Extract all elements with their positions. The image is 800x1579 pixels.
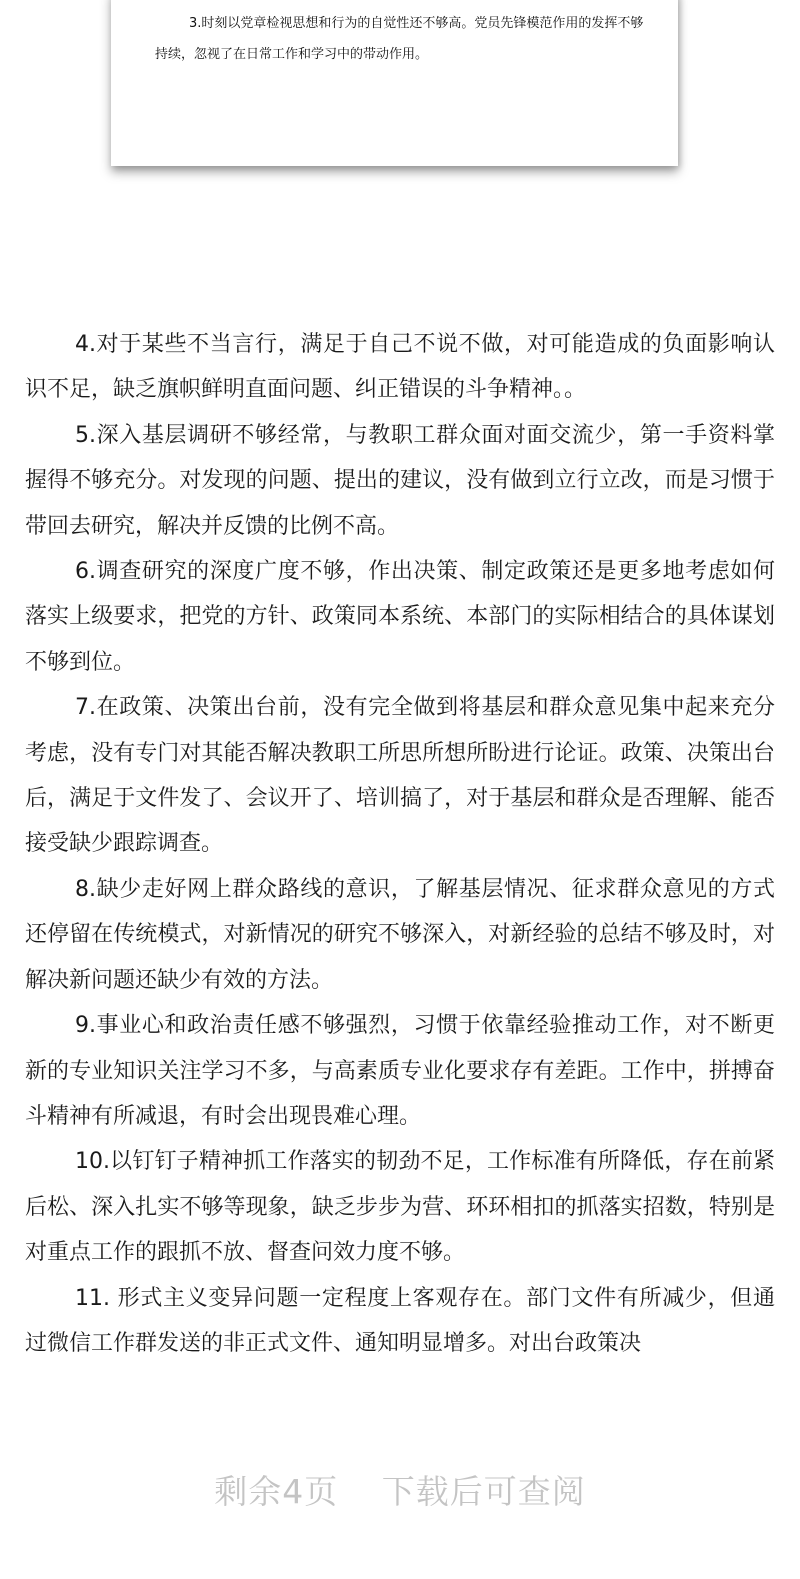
previous-page-preview bbox=[111, 0, 678, 166]
paragraph-9: 9.事业心和政治责任感不够强烈，习惯于依靠经验推动工作，对不断更新的专业知识关注学习不多，与高素质专业化要求存有差距。工作中，拼搏奋斗精神有所减退，有时会出现畏难心理。 bbox=[25, 1013, 775, 1129]
paragraph-4: 4.对于某些不当言行，满足于自己不说不做，对可能造成的负面影响认识不足，缺乏旗帜鲜明直面问题、纠正错误的斗争精神。。 bbox=[25, 332, 775, 403]
paragraph-7: 7.在政策、决策出台前，没有完全做到将基层和群众意见集中起来充分考虑，没有专门对其能否解决教职工所思所想所盼进行论证。政策、决策出台后，满足于文件发了、会议开了、培训搞了，对于基层和群众是否理解、能否接受缺少跟踪调查。 bbox=[25, 695, 775, 857]
paragraph-10: 10.以钉钉子精神抓工作落实的韧劲不足，工作标准有所降低，存在前紧后松、深入扎实不够等现象，缺乏步步为营、环环相扣的抓落实招数，特别是对重点工作的跟抓不放、督查问效力度不够。 bbox=[25, 1149, 775, 1266]
download-prompt[interactable] bbox=[0, 1466, 800, 1513]
paragraph-11: 11. 形式主义变异问题一定程度上客观存在。部门文件有所减少，但通过微信工作群发送的非正式文件、通知明显增多。对出台政策决 bbox=[25, 1285, 775, 1356]
download-hint-label: 下载后可查阅 bbox=[381, 1472, 586, 1511]
remaining-pages-label: 剩余4页 bbox=[214, 1472, 339, 1511]
preview-paragraph: 3.时刻以党章检视思想和行为的自觉性还不够高。党员先锋模范作用的发挥不够持续，忽视了在日常工作和学习中的带动作用。 bbox=[155, 16, 644, 62]
paragraph-8: 8.缺少走好网上群众路线的意识，了解基层情况、征求群众意见的方式还停留在传统模式，对新情况的研究不够深入，对新经验的总结不够及时，对解决新问题还缺少有效的方法。 bbox=[25, 876, 775, 993]
document-body bbox=[25, 322, 775, 1366]
paragraph-6: 6.调查研究的深度广度不够，作出决策、制定政策还是更多地考虑如何落实上级要求，把党的方针、政策同本系统、本部门的实际相结合的具体谋划不够到位。 bbox=[25, 559, 775, 675]
paragraph-5: 5.深入基层调研不够经常，与教职工群众面对面交流少，第一手资料掌握得不够充分。对发现的问题、提出的建议，没有做到立行立改，而是习惯于带回去研究，解决并反馈的比例不高。 bbox=[25, 422, 775, 539]
